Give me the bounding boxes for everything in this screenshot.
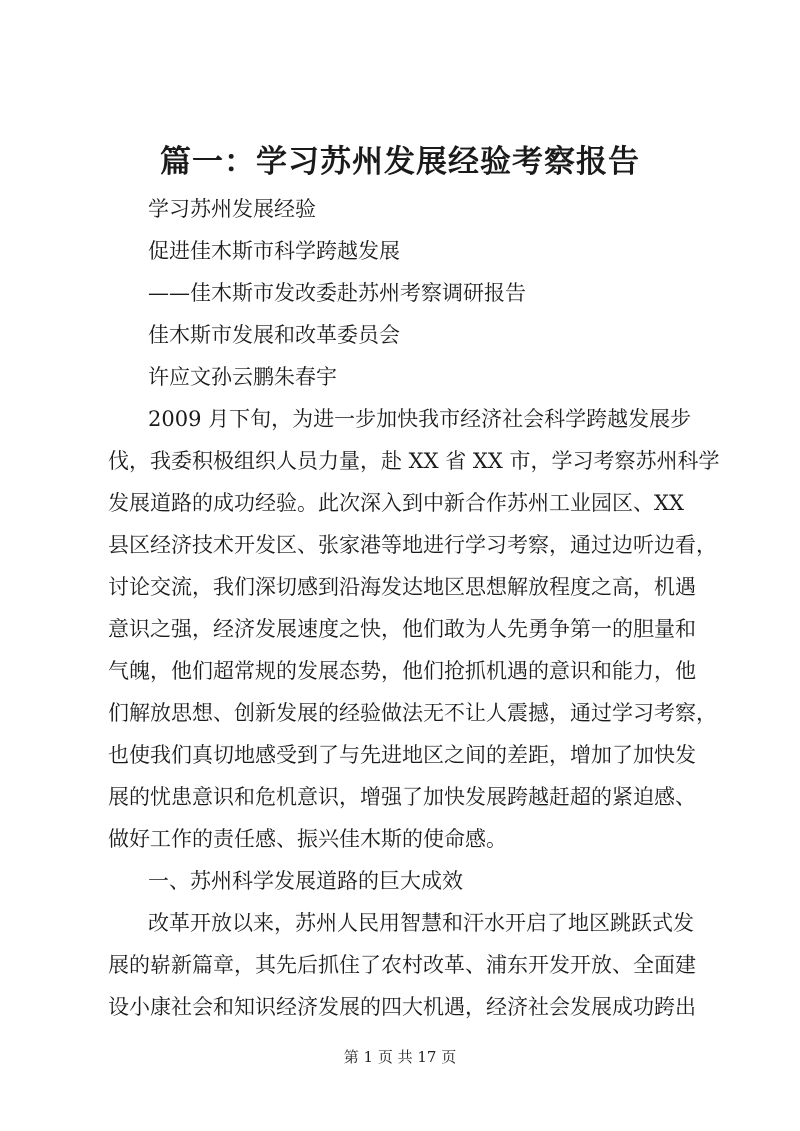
paragraph-line: 展的忧患意识和危机意识，增强了加快发展跨越赶超的紧迫感、 — [108, 785, 696, 809]
subtitle-line: 学习苏州发展经验 — [148, 197, 316, 221]
paragraph-line: 们解放思想、创新发展的经验做法无不让人震撼，通过学习考察， — [108, 701, 717, 725]
document-title: 篇一：学习苏州发展经验考察报告 — [160, 144, 640, 180]
subtitle-line: 许应文孙云鹏朱春宇 — [148, 365, 337, 389]
subtitle-line: 促进佳木斯市科学跨越发展 — [148, 239, 400, 263]
paragraph-line: 设小康社会和知识经济发展的四大机遇，经济社会发展成功跨出 — [108, 995, 696, 1019]
paragraph-line: 讨论交流，我们深切感到沿海发达地区思想解放程度之高，机遇 — [108, 575, 696, 599]
paragraph-line: 伐，我委积极组织人员力量，赴 XX 省 XX 市，学习考察苏州科学 — [108, 449, 720, 473]
section-heading: 一、苏州科学发展道路的巨大成效 — [148, 869, 463, 893]
subtitle-line: ——佳木斯市发改委赴苏州考察调研报告 — [148, 281, 526, 305]
paragraph-line: 气魄，他们超常规的发展态势，他们抢抓机遇的意识和能力，他 — [108, 659, 696, 683]
page-footer: 第 1 页 共 17 页 — [343, 1048, 457, 1066]
paragraph-line: 做好工作的责任感、振兴佳木斯的使命感。 — [108, 827, 507, 851]
paragraph-line: 也使我们真切地感受到了与先进地区之间的差距，增加了加快发 — [108, 743, 696, 767]
paragraph-line: 意识之强，经济发展速度之快，他们敢为人先勇争第一的胆量和 — [108, 617, 696, 641]
paragraph-line: 展的崭新篇章，其先后抓住了农村改革、浦东开发开放、全面建 — [108, 953, 696, 977]
paragraph-line: 县区经济技术开发区、张家港等地进行学习考察，通过边听边看， — [108, 533, 717, 557]
paragraph-line: 改革开放以来，苏州人民用智慧和汗水开启了地区跳跃式发 — [148, 911, 694, 935]
paragraph-line: 发展道路的成功经验。此次深入到中新合作苏州工业园区、XX — [108, 491, 684, 515]
paragraph-line: 2009 月下旬，为进一步加快我市经济社会科学跨越发展步 — [148, 407, 692, 431]
subtitle-line: 佳木斯市发展和改革委员会 — [148, 323, 400, 347]
